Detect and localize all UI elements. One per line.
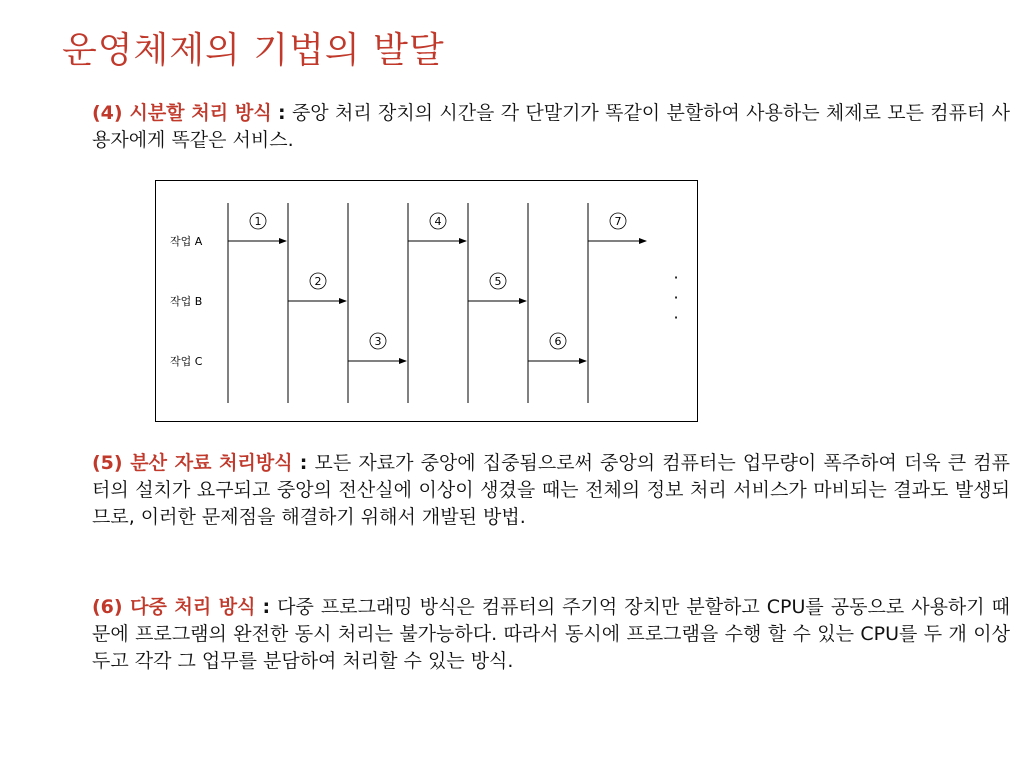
ellipsis-dot: · [673,268,679,287]
step-number: 7 [614,215,622,228]
section-colon: : [299,452,308,474]
ellipsis-dot: · [673,308,679,327]
task-label: 작업 C [170,355,203,368]
task-label: 작업 A [170,235,203,248]
section-colon: : [262,596,271,618]
section-term: (6) 다중 처리 방식 [92,596,256,618]
section-text: 중앙 처리 장치의 시간을 각 단말기가 똑같이 분할하여 사용하는 체제로 모든 컴퓨터 사용자에게 똑같은 서비스. [92,102,1010,151]
time-sharing-diagram [155,180,698,422]
ellipsis-dot: · [673,288,679,307]
section-text: 다중 프로그래밍 방식은 컴퓨터의 주기억 장치만 분할하고 CPU를 공동으로 사용하기 때문에 프로그램의 완전한 동시 처리는 불가능하다. 따라서 동시에 프로그램을 수행 할 수 있는 CPU를 두 개 이상 두고 각각 그 업무를 분담하여 처리할 수 있는 방식. [92,596,1011,672]
section-multiprocessing [92,594,1010,675]
section-term: (5) 분산 자료 처리방식 [92,452,293,474]
step-number: 4 [434,215,442,228]
section-distributed [92,450,1010,531]
time-sharing-svg [156,181,699,423]
page-title: 운영체제의 기법의 발달 [62,30,445,71]
section-term: (4) 시분할 처리 방식 [92,102,272,124]
section-colon: : [278,102,286,124]
section-text: 모든 자료가 중앙에 집중됨으로써 중앙의 컴퓨터는 업무량이 폭주하여 더욱 큰 컴퓨터의 설치가 요구되고 중앙의 전산실에 이상이 생겼을 때는 전체의 정보 처리 서비스가 마비되는 결과도 발생되므로, 이러한 문제점을 해결하기 위해서 개발된 방법. [92,452,1011,528]
step-number: 1 [254,215,262,228]
step-number: 2 [314,275,322,288]
step-number: 5 [494,275,502,288]
step-number: 3 [374,335,382,348]
section-time-sharing [92,100,1010,154]
task-label: 작업 B [170,295,203,308]
step-number: 6 [554,335,562,348]
